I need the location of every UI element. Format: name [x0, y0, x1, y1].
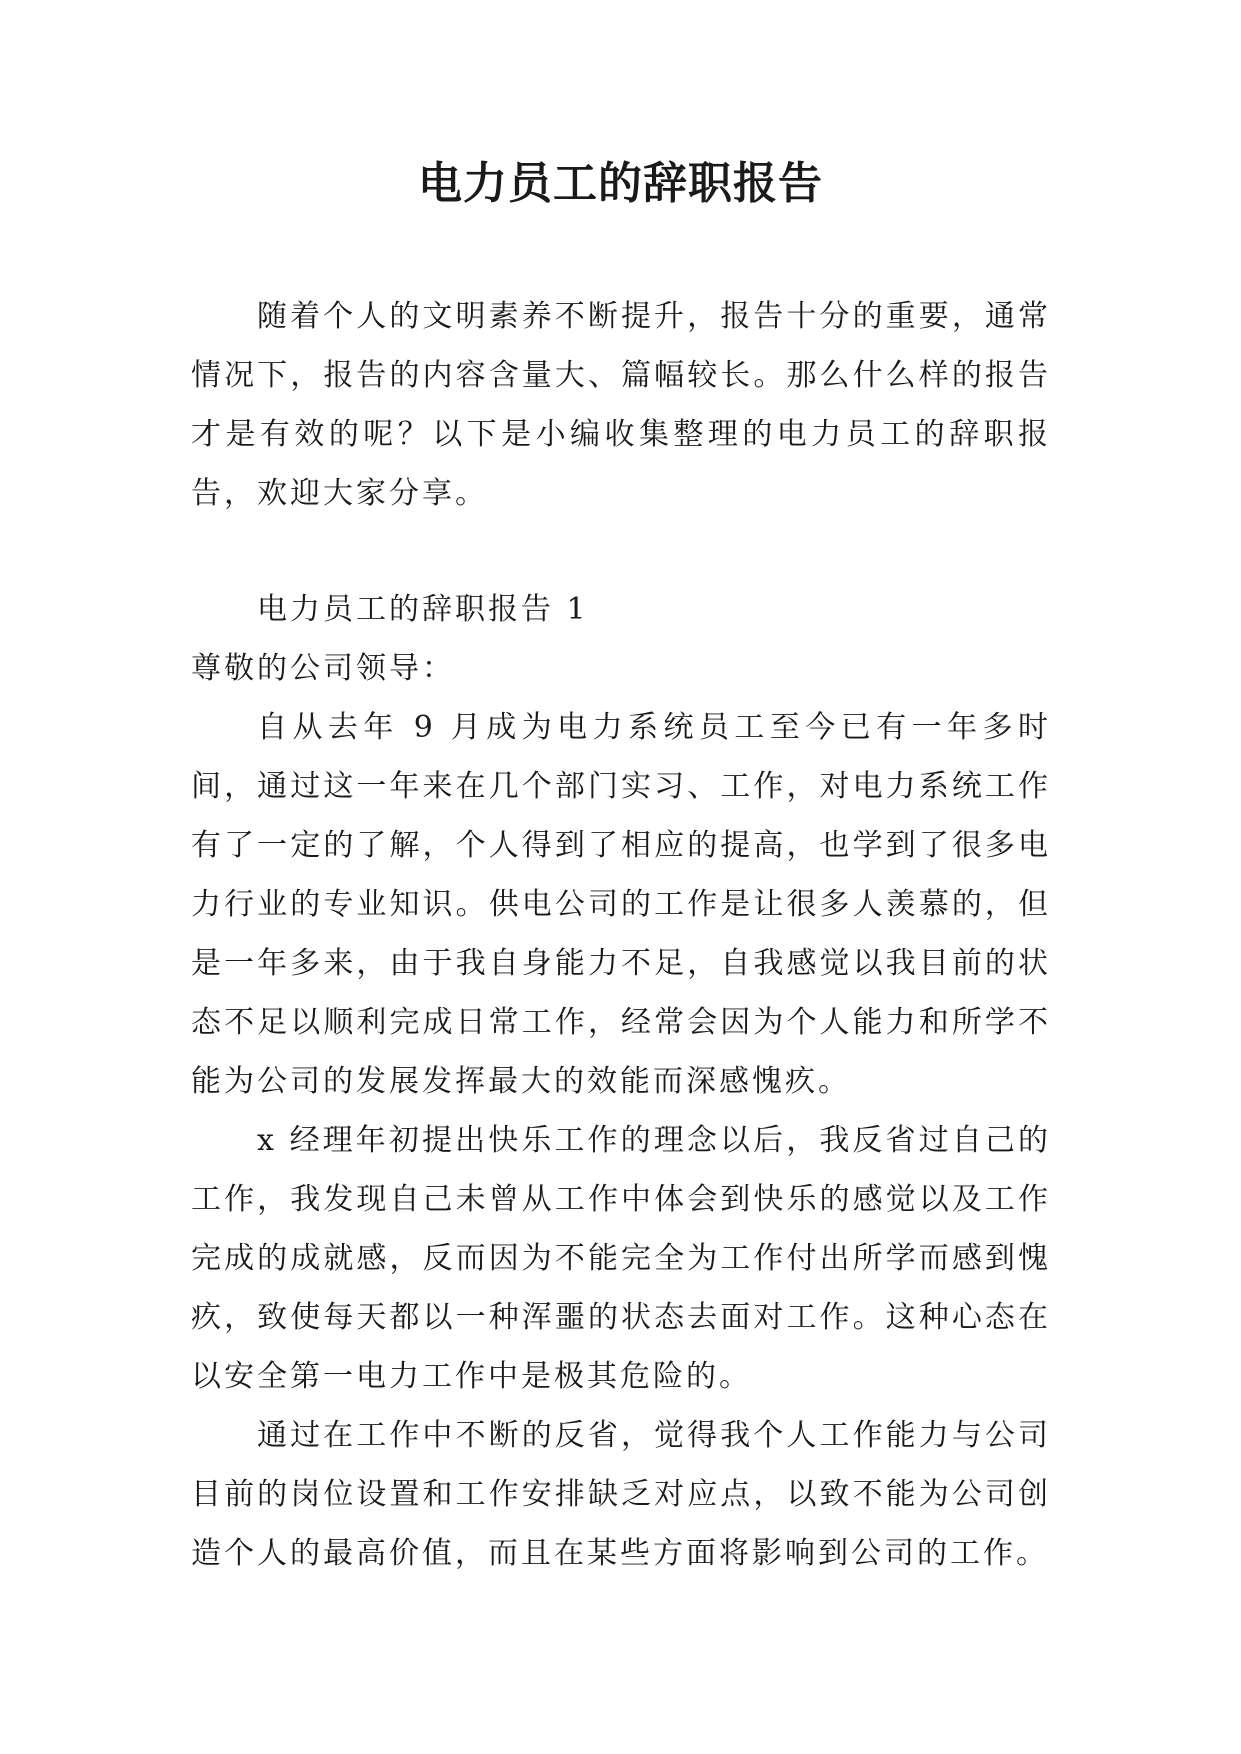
body-paragraph-2: x 经理年初提出快乐工作的理念以后，我反省过自己的工作，我发现自己未曾从工作中体会到快乐的感觉以及工作完成的成就感，反而因为不能完全为工作付出所学而感到愧疚，致使每天都以一种浑噩的状态去面对工作。这种心态在以安全第一电力工作中是极其危险的。: [191, 1123, 1051, 1394]
section-heading: 电力员工的辞职报告 1: [257, 592, 589, 627]
resignation-letter-section: [191, 580, 1051, 1583]
body-paragraph-1: 自从去年 9 月成为电力系统员工至今已有一年多时间，通过这一年来在几个部门实习、工作，对电力系统工作有了一定的了解，个人得到了相应的提高，也学到了很多电力行业的专业知识。供电公司的工作是让很多人羡慕的，但是一年多来，由于我自身能力不足，自我感觉以我目前的状态不足以顺利完成日常工作，经常会因为个人能力和所学不能为公司的发展发挥最大的效能而深感愧疚。: [191, 710, 1051, 1099]
intro-paragraph: 随着个人的文明素养不断提升，报告十分的重要，通常情况下，报告的内容含量大、篇幅较长。那么什么样的报告才是有效的呢？以下是小编收集整理的电力员工的辞职报告，欢迎大家分享。: [191, 299, 1051, 511]
document-title: 电力员工的辞职报告: [418, 158, 823, 209]
body-paragraph-3: 通过在工作中不断的反省，觉得我个人工作能力与公司目前的岗位设置和工作安排缺乏对应点，以致不能为公司创造个人的最高价值，而且在某些方面将影响到公司的工作。: [191, 1418, 1051, 1571]
salutation: 尊敬的公司领导：: [191, 651, 455, 686]
